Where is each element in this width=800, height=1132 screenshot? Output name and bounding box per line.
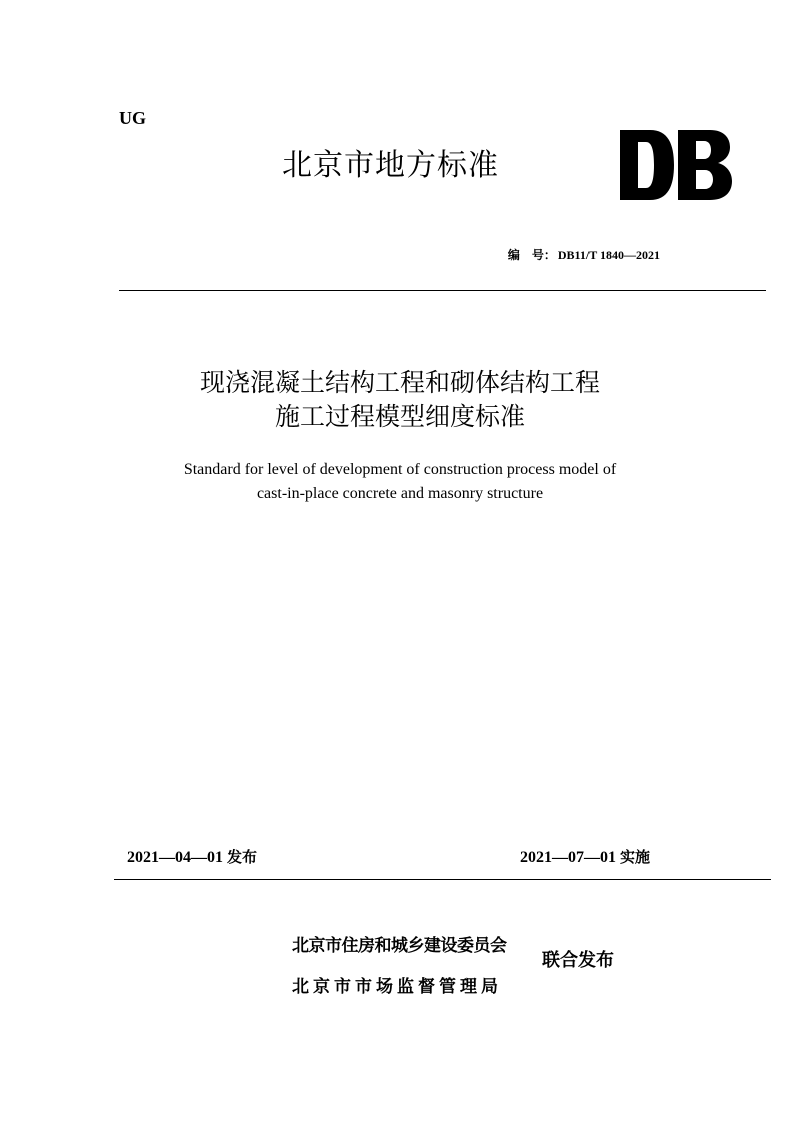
- publisher-market-regulation: 北京市市场监督管理局: [292, 977, 502, 997]
- chinese-title: [100, 366, 700, 434]
- english-title-line-2: cast-in-place concrete and masonry structure: [256, 485, 544, 502]
- issue-date-label: 发布: [227, 848, 258, 866]
- db-logo-letter-b: [678, 130, 732, 200]
- standard-number: [420, 246, 660, 263]
- db-logo: [618, 128, 734, 202]
- joint-release-label: 联合发布: [542, 950, 614, 971]
- english-title-line-1: Standard for level of development of construction process model of: [183, 461, 617, 478]
- ics-code: UG: [119, 108, 146, 128]
- standard-type-heading: 北京市地方标准: [282, 148, 499, 183]
- english-title: [100, 458, 700, 506]
- issue-date-value: 2021—04—01: [127, 849, 223, 866]
- standard-number-value: DB11/T 1840—2021: [557, 248, 660, 262]
- bottom-divider: [114, 879, 771, 880]
- issue-date: [127, 846, 257, 867]
- chinese-title-line-1: 现浇混凝土结构工程和砌体结构工程: [199, 368, 600, 397]
- publisher-housing-commission: 北京市住房和城乡建设委员会: [292, 936, 507, 956]
- chinese-title-line-2: 施工过程模型细度标准: [274, 402, 525, 431]
- db-logo-letter-d: [620, 130, 674, 200]
- standard-number-label: 编 号：: [507, 248, 556, 262]
- top-divider: [119, 290, 766, 291]
- implementation-date: [520, 846, 650, 867]
- implementation-date-value: 2021—07—01: [520, 849, 616, 866]
- implementation-date-label: 实施: [620, 848, 651, 866]
